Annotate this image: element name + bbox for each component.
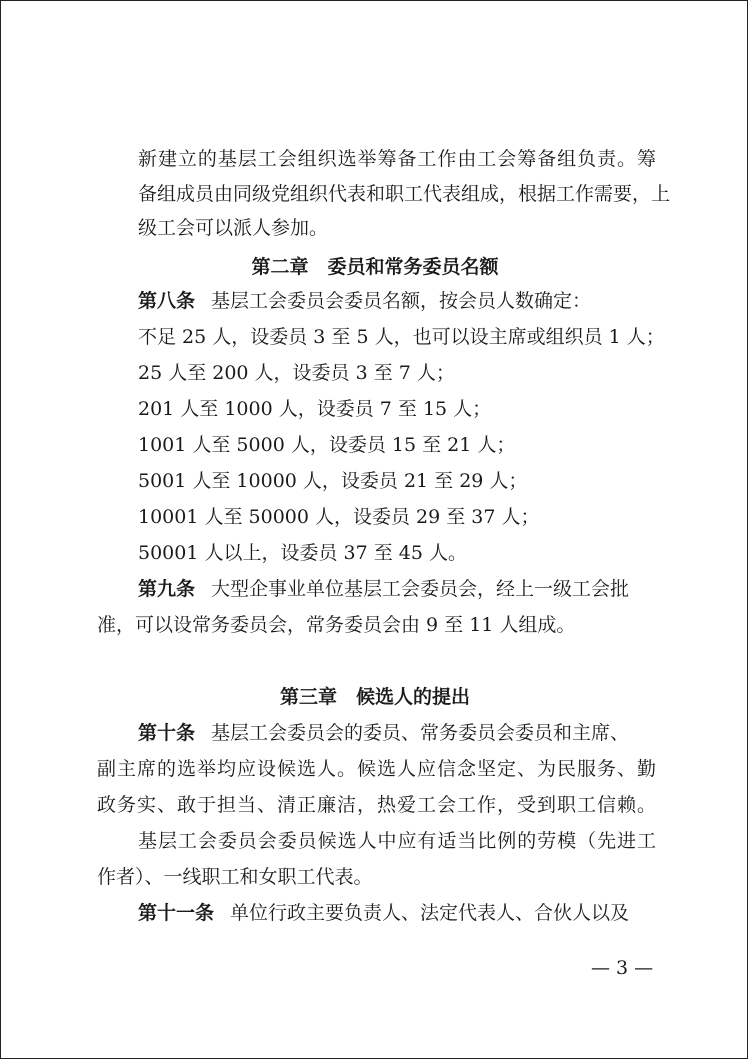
list-item: 50001 人以上，设委员 37 至 45 人。 (138, 542, 467, 564)
list-item: 201 人至 1000 人，设委员 7 至 15 人； (138, 398, 492, 420)
paragraph-line: 新建立的基层工会组织选举筹备工作由工会筹备组负责。筹 (138, 148, 656, 170)
article-text: 基层工会委员会委员名额，按会员人数确定： (211, 290, 592, 312)
article-paragraph (138, 289, 591, 313)
list-item: 5001 人至 10000 人，设委员 21 至 29 人； (138, 470, 528, 492)
list-item: 不足 25 人，设委员 3 至 5 人，也可以设主席或组织员 1 人； (138, 326, 665, 348)
article-label: 第九条 (138, 578, 196, 600)
article-text: 大型企事业单位基层工会委员会，经上一级工会批 (211, 578, 630, 600)
paragraph-line: 副主席的选举均应设候选人。候选人应信念坚定、为民服务、勤 (97, 758, 656, 780)
paragraph-line: 政务实、敢于担当、清正廉洁，热爱工会工作，受到职工信赖。 (97, 794, 656, 816)
article-label: 第十条 (138, 722, 196, 744)
article-paragraph (138, 721, 656, 745)
paragraph-line: 作者）、一线职工和女职工代表。 (97, 866, 373, 888)
page-number: — 3 — (591, 957, 654, 979)
paragraph-line: 备组成员由同级党组织代表和职工代表组成，根据工作需要，上 (138, 183, 671, 205)
article-text: 单位行政主要负责人、法定代表人、合伙人以及 (230, 902, 630, 924)
list-item: 25 人至 200 人，设委员 3 至 7 人； (138, 362, 455, 384)
chapter-heading: 第三章 候选人的提出 (279, 686, 470, 708)
chapter-heading: 第二章 委员和常务委员名额 (251, 256, 499, 278)
article-label: 第十一条 (138, 902, 215, 924)
paragraph-line: 基层工会委员会委员候选人中应有适当比例的劳模（先进工 (138, 830, 656, 852)
article-label: 第八条 (138, 290, 196, 312)
list-item: 10001 人至 50000 人，设委员 29 至 37 人； (138, 506, 540, 528)
paragraph-line: 准，可以设常务委员会，常务委员会由 9 至 11 人组成。 (97, 614, 576, 636)
article-paragraph (138, 901, 656, 925)
list-item: 1001 人至 5000 人，设委员 15 至 21 人； (138, 434, 516, 456)
article-text: 基层工会委员会的委员、常务委员会委员和主席、 (211, 722, 630, 744)
article-paragraph (138, 577, 656, 601)
paragraph-line: 级工会可以派人参加。 (138, 217, 329, 239)
